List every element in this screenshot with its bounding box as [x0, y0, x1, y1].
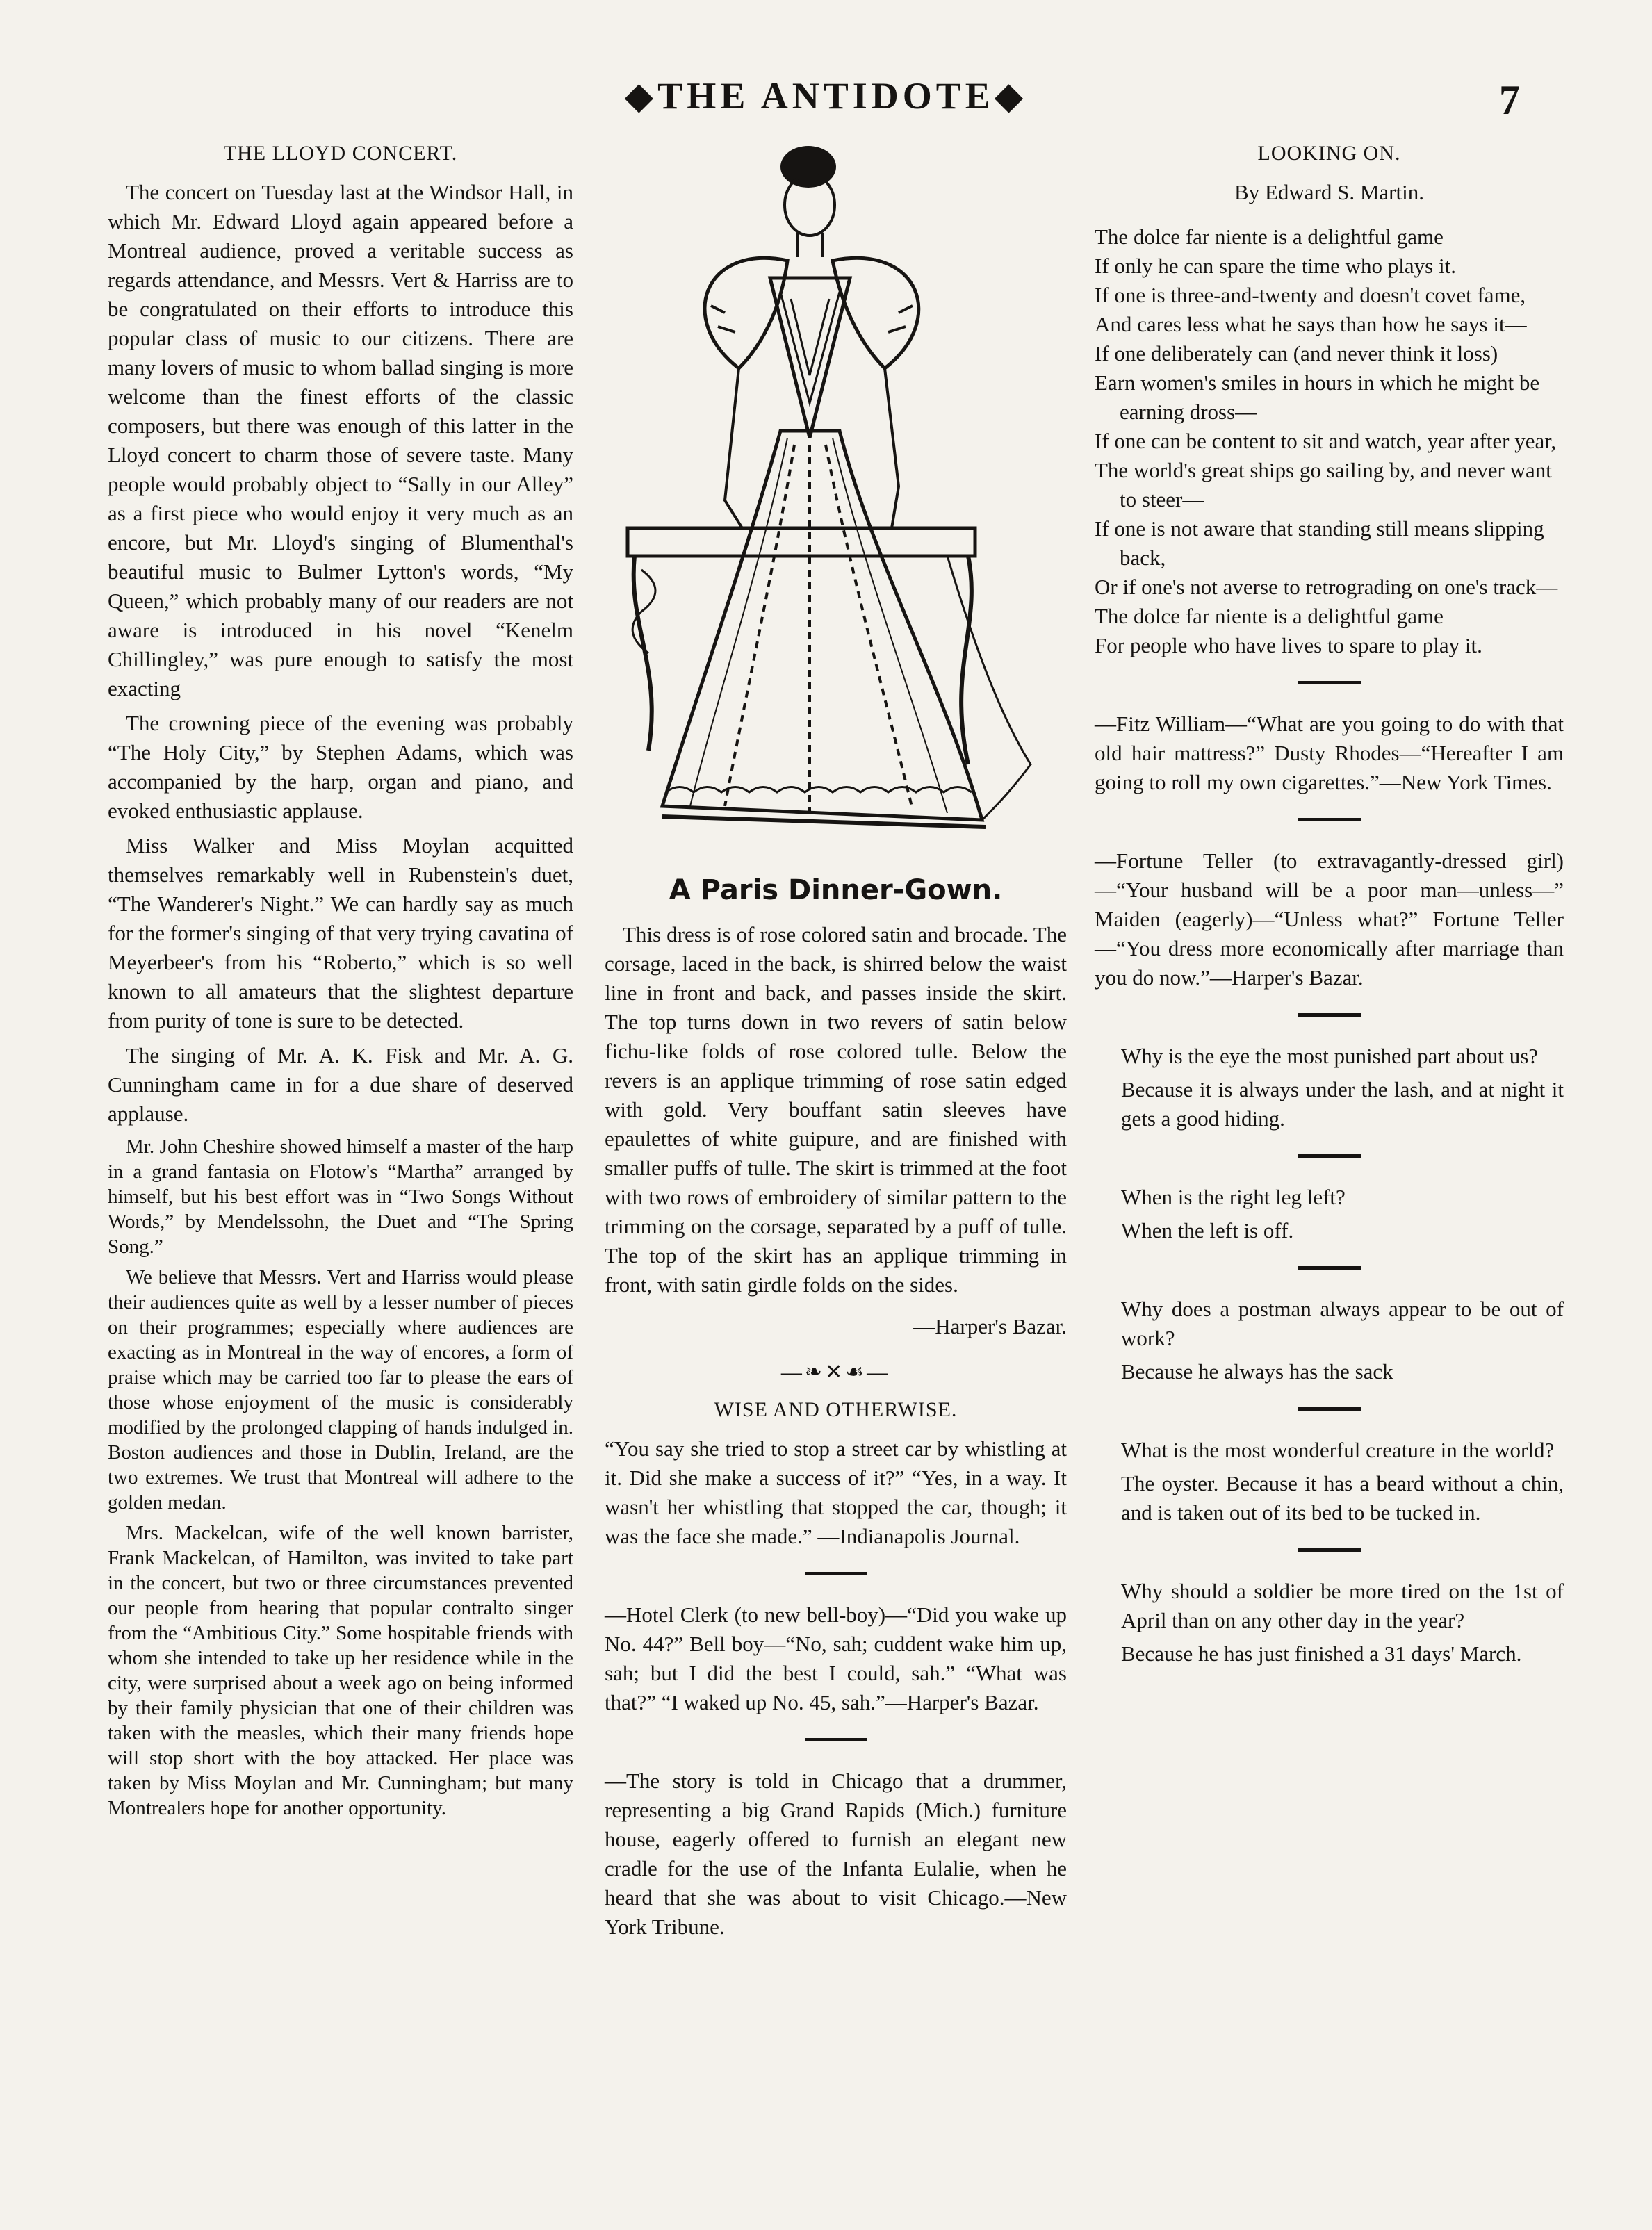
riddle [1121, 1042, 1564, 1133]
article-paragraph: Miss Walker and Miss Moylan acquitted themselves remarkably well in Rubenstein's duet, “The Wanderer's Night.” We can hardly say as much for the former's singing of that very trying cavatina of Meyerbeer's from his “Roberto,” which is so well known to all amateurs that the slightest departure from purity of tone is sure to be detected. [108, 833, 573, 1033]
poem-line: Or if one's not averse to retrograding on one's track— [1095, 575, 1558, 599]
riddle-question: Why should a soldier be more tired on the 1st of April than on any other day in the year? [1121, 1579, 1564, 1632]
article-credit: —Harper's Bazar. [913, 1314, 1067, 1338]
riddle-question: What is the most wonderful creature in the world? [1121, 1438, 1555, 1462]
article-paragraph: We believe that Messrs. Vert and Harriss would please their audiences quite as well by a lesser number of pieces on their programmes; especially where audiences are exacting as in Montreal in the way of encores, a form of praise which may be carried too far to please the ears of those whose enjoyment of the music is considerably modified by the prolonged clapping of hands indulged in. Boston audiences and those in Dublin, Ireland, are the two extremes. We trust that Montreal will adhere to the golden medan. [108, 1266, 573, 1514]
poem-line: If one is not aware that standing still means slipping back, [1095, 516, 1544, 570]
poem-text [1095, 222, 1564, 660]
joke-item: —Fitz William—“What are you going to do with that old hair mattress?” Dusty Rhodes—“Hereafter I am going to roll my own cigarettes.”—New York Times. [1095, 712, 1564, 794]
divider-rule [805, 1738, 867, 1741]
poem-line: If only he can spare the time who plays it. [1095, 254, 1456, 278]
joke-item: —Fortune Teller (to extravagantly-dressed girl)—“Your husband will be a poor man—unless—” Maiden (eagerly)—“Unless what?” Fortune Teller—“You dress more economically after marriage than you do now.”—Harper's Bazar. [1095, 848, 1564, 990]
article-paragraph: Mrs. Mackelcan, wife of the well known barrister, Frank Mackelcan, of Hamilton, was invited to take part in the concert, but two or three circumstances prevented our people from hearing that popular contralto singer from the “Ambitious City.” Some hospitable friends with whom she intended to take up her residence while in the city, were surprised about a week ago on being informed by their family physician that one of their children was taken with the measles, which their many friends hope will stop short with the boy attacked. Her place was taken by Miss Moylan and Mr. Cunningham; but many Montrealers hope for another opportunity. [108, 1522, 573, 1819]
riddle [1121, 1183, 1564, 1245]
riddle [1121, 1436, 1564, 1527]
article-paragraph: Mr. John Cheshire showed himself a master of the harp in a grand fantasia on Flotow's “Martha” arranged by himself, but his best effort was in “Two Songs Without Words,” by Mendelssohn, the Duet and “The Spring Song.” [108, 1136, 573, 1258]
joke-item: “You say she tried to stop a street car by whistling at it. Did she make a success of it?” “Yes, in a way. It wasn't her whistling that stopped the car, though; it was the face she made.” —Indianapolis Journal. [605, 1436, 1067, 1548]
poem-line: Earn women's smiles in hours in which he might be earning dross— [1095, 370, 1540, 424]
poem-byline: By Edward S. Martin. [1234, 180, 1424, 204]
poem-line: The world's great ships go sailing by, and never want to steer— [1095, 458, 1552, 511]
poem-line: And cares less what he says than how he says it— [1095, 312, 1527, 336]
riddle [1121, 1577, 1564, 1669]
illustration-caption: A Paris Dinner-Gown. [669, 874, 1003, 906]
article-heading: THE LLOYD CONCERT. [223, 142, 458, 165]
poem-line: If one can be content to sit and watch, year after year, [1095, 429, 1557, 453]
poem-line: The dolce far niente is a delightful game [1095, 224, 1444, 249]
riddle-answer: When the left is off. [1121, 1218, 1294, 1243]
section-heading: WISE AND OTHERWISE. [714, 1398, 958, 1421]
poem-line: If one deliberately can (and never think it loss) [1095, 341, 1498, 366]
poem-line: If one is three-and-twenty and doesn't covet fame, [1095, 283, 1526, 307]
riddle-question: When is the right leg left? [1121, 1185, 1346, 1209]
column-looking-on [1095, 139, 1564, 1669]
riddle-answer: Because he has just finished a 31 days' March. [1121, 1641, 1522, 1666]
divider-rule [1298, 681, 1361, 684]
riddle-answer: Because he always has the sack [1121, 1359, 1393, 1384]
article-paragraph: The crowning piece of the evening was probably “The Holy City,” by Stephen Adams, which was accompanied by the harp, organ and piano, and evoked enthusiastic applause. [108, 711, 573, 823]
divider-rule [1298, 1013, 1361, 1017]
divider-rule [1298, 1154, 1361, 1158]
ornament-divider: —❧✕☙— [780, 1361, 891, 1384]
column-fashion-and-wit [605, 139, 1067, 1951]
joke-item: —Hotel Clerk (to new bell-boy)—“Did you wake up No. 44?” Bell boy—“No, sah; cuddent wake him up, sah; but I did the best I could, sah.” “What was that?” “I waked up No. 45, sah.”—Harper's Bazar. [605, 1602, 1067, 1714]
dinner-gown-illustration [621, 139, 1052, 848]
article-paragraph: The concert on Tuesday last at the Windsor Hall, in which Mr. Edward Lloyd again appeared before a Montreal audience, proved a veritable success as regards attendance, and Messrs. Vert & Harriss are to be congratulated on their efforts to introduce this popular class of music to our citizens. There are many lovers of music to whom ballad singing is more welcome than the finest efforts of the classic composers, but there was enough of this latter in the Lloyd concert to charm those of severe taste. Many people would probably object to “Sally in our Alley” as a first piece who would enjoy it very much as an encore, but Mr. Lloyd's singing of Blumenthal's beautiful music to Bulmer Lytton's words, “My Queen,” which probably many of our readers are not aware is introduced in his novel “Kenelm Chillingley,” was pure enough to satisfy the most exacting [108, 180, 573, 700]
riddle-question: Why does a postman always appear to be out of work? [1121, 1297, 1564, 1350]
gown-description: This dress is of rose colored satin and brocade. The corsage, laced in the back, is shirred below the waist line in front and back, and passes inside the skirt. The top turns down in two revers of satin below fichu-like folds of rose colored tulle. Below the revers is an applique trimming of rose satin edged with gold. Very bouffant satin sleeves have epaulettes of white guipure, and are finished with smaller puffs of tulle. The skirt is trimmed at the foot with two rows of embroidery of similar pattern to the trimming on the corsage, separated by a puff of tulle. The top of the skirt has an applique trimming in front, with satin girdle folds on the sides. [605, 922, 1067, 1297]
joke-item: —The story is told in Chicago that a drummer, representing a big Grand Rapids (Mich.) furniture house, eagerly offered to furnish an elegant new cradle for the use of the Infanta Eulalie, when he heard that she was about to visit Chicago.—New York Tribune. [605, 1769, 1067, 1939]
masthead-title: ◆THE ANTIDOTE◆ [624, 75, 1028, 117]
riddle-answer: The oyster. Because it has a beard without a chin, and is taken out of its bed to be tucked in. [1121, 1471, 1564, 1525]
divider-rule [1298, 1548, 1361, 1552]
article-paragraph: The singing of Mr. A. K. Fisk and Mr. A. G. Cunningham came in for a due share of deserved applause. [108, 1043, 573, 1126]
page-number: 7 [1499, 77, 1520, 123]
divider-rule [1298, 1407, 1361, 1411]
column-lloyd-concert [108, 139, 573, 1826]
poem-line: The dolce far niente is a delightful game [1095, 604, 1444, 628]
poem-line: For people who have lives to spare to play it. [1095, 633, 1482, 657]
divider-rule [1298, 1266, 1361, 1270]
divider-rule [805, 1572, 867, 1575]
riddle-answer: Because it is always under the lash, and at night it gets a good hiding. [1121, 1077, 1564, 1131]
poem-heading: LOOKING ON. [1257, 142, 1401, 165]
divider-rule [1298, 818, 1361, 821]
riddle [1121, 1295, 1564, 1386]
riddle-question: Why is the eye the most punished part about us? [1121, 1044, 1539, 1068]
